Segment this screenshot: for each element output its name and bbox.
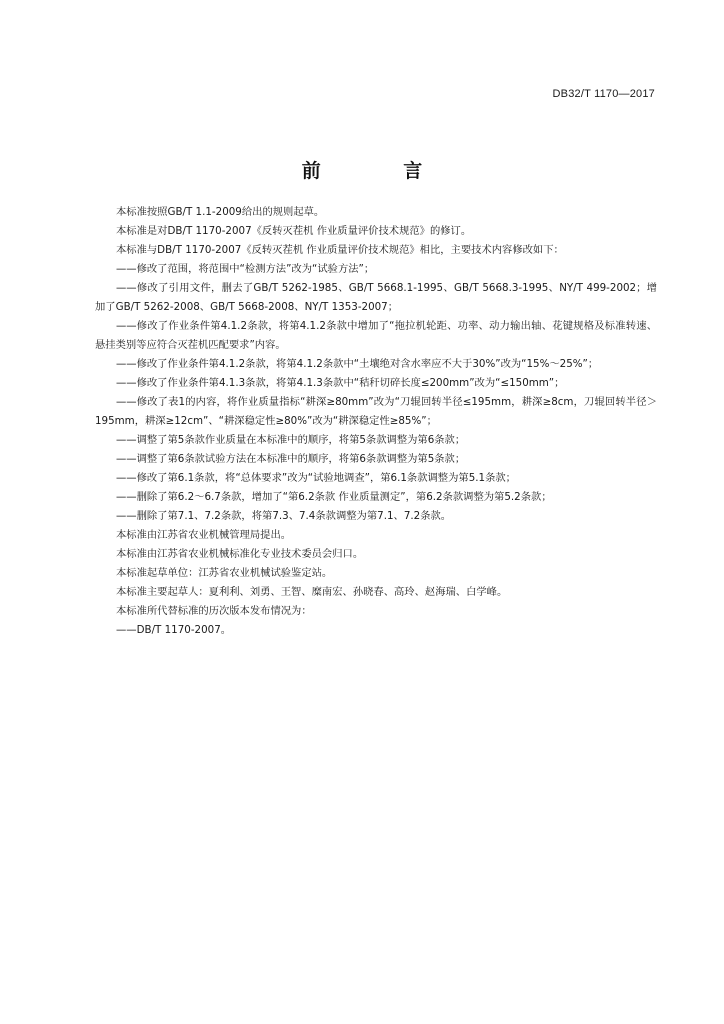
change-item-references: ——修改了引用文件，删去了GB/T 5262-1985、GB/T 5668.1-1995、GB/T 5668.3-1995、NY/T 499-2002；增加了GB/T 5262-2008、GB/T 5668-2008、NY/T 1353-2007； — [95, 282, 657, 313]
change-item-clause-5: ——调整了第5条款作业质量在本标准中的顺序，将第5条款调整为第6条款； — [116, 434, 466, 446]
paragraph-previous-edition-item: ——DB/T 1170-2007。 — [116, 624, 232, 636]
change-item-clause-7: ——删除了第7.1、7.2条款，将第7.3、7.4条款调整为第7.1、7.2条款。 — [116, 510, 452, 522]
paragraph-proposed-by: 本标准由江苏省农业机械管理局提出。 — [116, 529, 292, 541]
change-item-clause-6-2: ——删除了第6.2～6.7条款，增加了“第6.2条款 作业质量测定”，第6.2条款调整为第5.2条款； — [116, 491, 552, 503]
change-item-clause-6-1: ——修改了第6.1条款，将“总体要求”改为“试验地调查”，第6.1条款调整为第5.1条款； — [116, 472, 516, 484]
paragraph-centralized-by: 本标准由江苏省农业机械标准化专业技术委员会归口。 — [116, 548, 364, 560]
change-item-4-1-2-moisture: ——修改了作业条件第4.1.2条款，将第4.1.2条款中“土壤绝对含水率应不大于30%”改为“15%～25%”； — [116, 358, 599, 370]
paragraph-drafting-unit: 本标准起草单位：江苏省农业机械试验鉴定站。 — [116, 567, 333, 579]
change-item-table-1: ——修改了表1的内容，将作业质量指标“耕深≥80mm”改为“刀辊回转半径≤195mm，耕深≥8cm，刀辊回转半径＞195mm，耕深≥12cm”、“耕深稳定性≥80%”改为“耕深稳定性≥85%”； — [95, 396, 657, 427]
paragraph-drafting-rules: 本标准按照GB/T 1.1-2009给出的规则起草。 — [116, 206, 325, 218]
paragraph-drafters: 本标准主要起草人：夏利利、刘勇、王智、糜南宏、孙晓春、高玲、赵海瑞、白学峰。 — [116, 586, 508, 598]
foreword-body — [95, 203, 657, 640]
change-item-scope: ——修改了范围，将范围中“检测方法”改为“试验方法”； — [116, 263, 375, 275]
paragraph-previous-editions: 本标准所代替标准的历次版本发布情况为： — [116, 605, 312, 617]
document-code: DB32/T 1170—2017 — [552, 88, 655, 100]
change-item-clause-6: ——调整了第6条款试验方法在本标准中的顺序，将第6条款调整为第5条款； — [116, 453, 466, 465]
change-item-4-1-3-straw: ——修改了作业条件第4.1.3条款，将第4.1.3条款中“秸秆切碎长度≤200mm”改为“≤150mm”； — [116, 377, 565, 389]
paragraph-changes-intro: 本标准与DB/T 1170-2007《反转灭茬机 作业质量评价技术规范》相比，主要技术内容修改如下： — [116, 244, 564, 256]
paragraph-revision-of: 本标准是对DB/T 1170-2007《反转灭茬机 作业质量评价技术规范》的修订。 — [116, 225, 472, 237]
page-title: 前 言 — [301, 160, 461, 182]
change-item-4-1-2-tractor: ——修改了作业条件第4.1.2条款，将第4.1.2条款中增加了“拖拉机轮距、功率、动力输出轴、花键规格及标准转速、悬挂类别等应符合灭茬机匹配要求”内容。 — [95, 320, 657, 351]
